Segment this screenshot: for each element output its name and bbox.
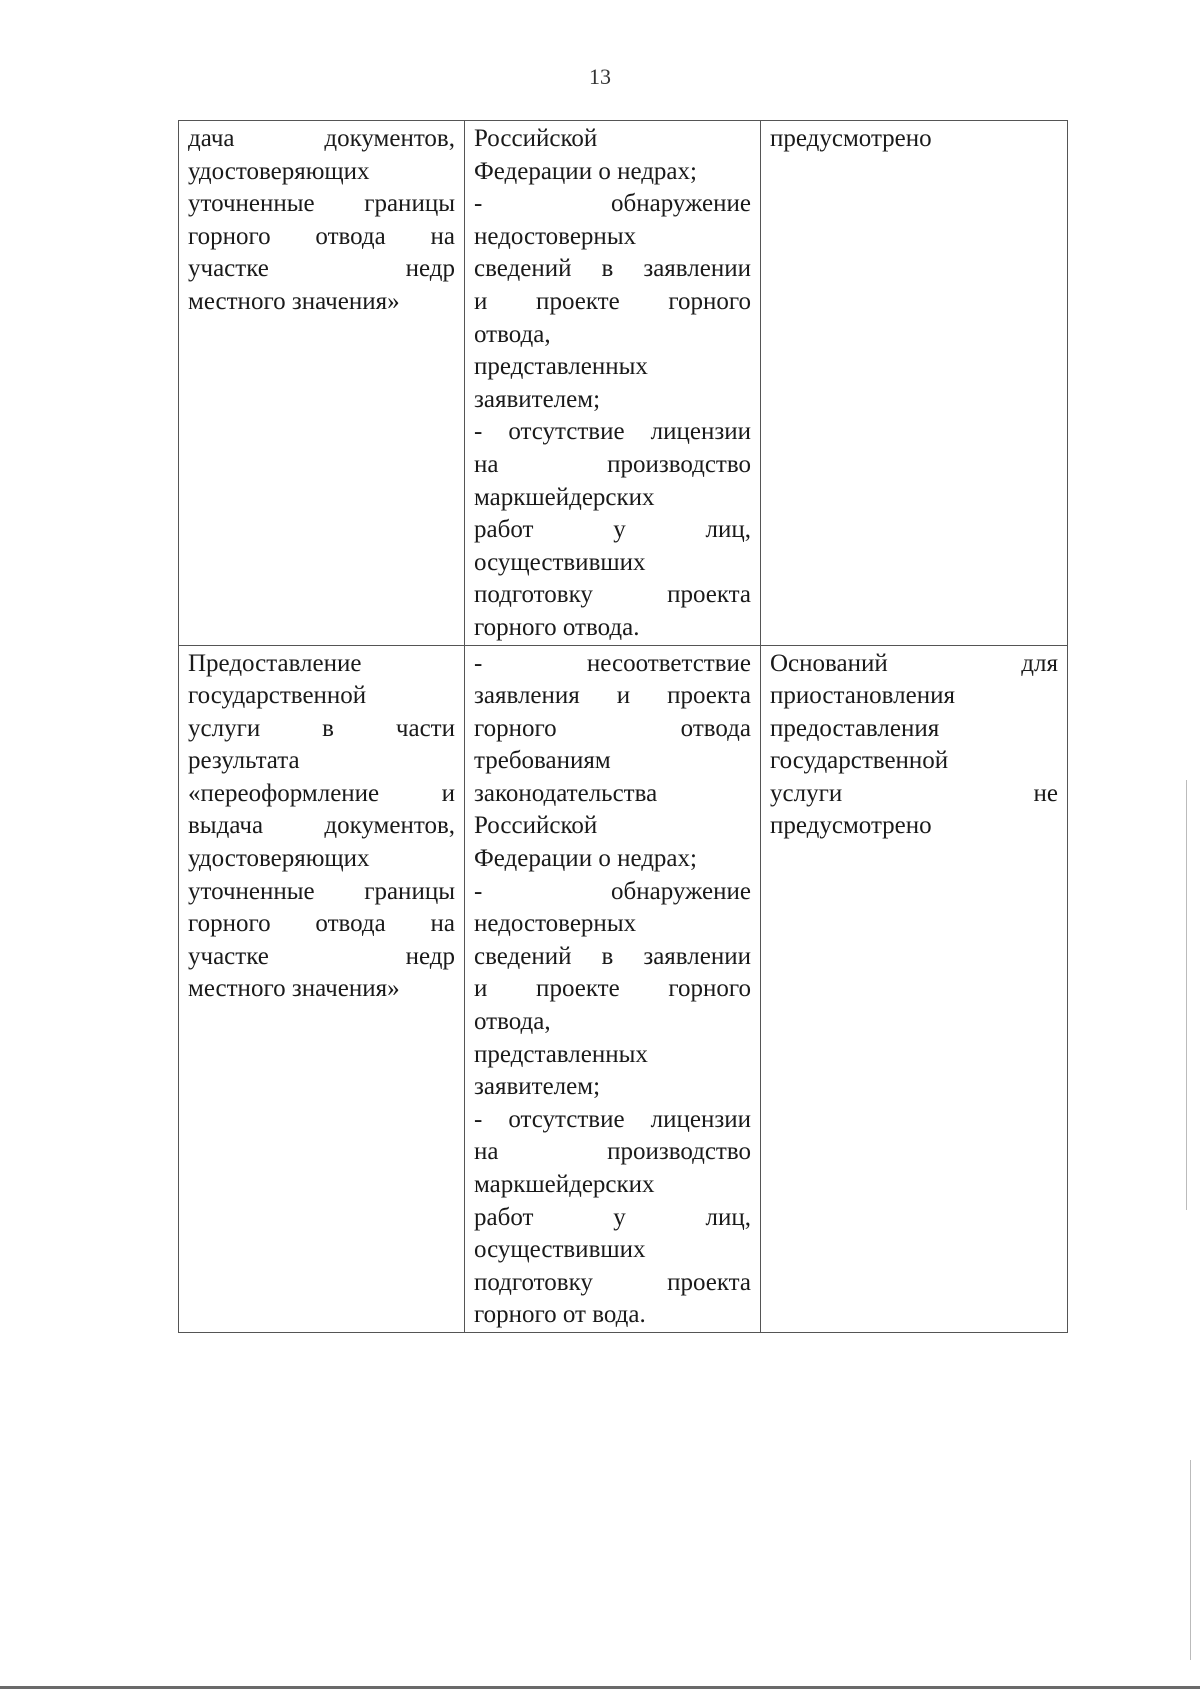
cell-text-line: представленных [474,1040,648,1068]
cell-text-line: осуществивших [474,1236,646,1264]
table-cell-col3 [761,121,1068,646]
cell-text-line: приостановления [770,682,955,710]
cell-text-line: горного отвода на [188,222,455,250]
cell-text-line: заявителем; [474,1073,601,1101]
table-row [179,645,1068,1332]
cell-text-line: - отсутствие лицензии [474,1105,751,1133]
cell-text-line: работ у лиц, [474,516,751,544]
cell-text-line: - отсутствие лицензии [474,418,751,446]
cell-text-line: и проекте горного [474,287,751,315]
cell-text-line: отвода, [474,1008,551,1036]
cell-text-line: услуги в части [188,714,455,742]
cell-text-line: - обнаружение [474,877,751,905]
cell-text-line: удостоверяющих [188,157,370,185]
cell-text-line: выдача документов, [188,812,455,840]
bottom-scan-rule [0,1686,1200,1689]
cell-text-line: горного отвода [474,714,751,742]
cell-text-line: отвода, [474,320,551,348]
cell-text-line: на производство [474,1138,751,1166]
cell-text-line: недостоверных [474,910,637,938]
cell-text-line: предусмотрено [770,812,932,840]
page-number: 13 [589,64,611,89]
cell-text-line: маркшейдерских [474,483,655,511]
cell-text-line: представленных [474,353,648,381]
cell-text-line: работ у лиц, [474,1203,751,1231]
table-cell-col1 [179,645,465,1332]
cell-text-line: законодательства [474,779,658,807]
scan-margin-mark [1186,780,1187,1210]
cell-text-line: горного отвода на [188,910,455,938]
cell-text-line: Российской [474,125,598,152]
cell-text-line: требованиям [474,747,611,775]
cell-text-line: «переоформление и [188,779,455,807]
cell-text-line: Оснований для [770,649,1058,677]
cell-text-line: подготовку проекта [474,581,751,609]
cell-text-line: Федерации о недрах; [474,157,697,185]
cell-text-line: уточненные границы [188,190,455,218]
cell-text-line: Федерации о недрах; [474,845,697,873]
table-cell-col3 [761,645,1068,1332]
cell-text-line: предусмотрено [770,125,932,152]
cell-text-line: дача документов, [188,125,455,152]
cell-text-line: горного отвода. [474,613,640,641]
cell-text-line: Российской [474,812,598,840]
cell-text-line: результата [188,747,300,775]
table-cell-col2 [465,121,761,646]
cell-text-line: государственной [770,747,949,775]
cell-text-line: маркшейдерских [474,1171,655,1198]
table-row [179,121,1068,646]
table-body [179,121,1068,1333]
cell-text-line: участке недр [188,255,455,283]
cell-text-line: и проекте горного [474,975,751,1003]
cell-text-line: осуществивших [474,548,646,576]
cell-text-line: Предоставление [188,649,362,677]
cell-text-line: удостоверяющих [188,845,370,873]
cell-text-line: недостоверных [474,222,637,250]
table-cell-col1 [179,121,465,646]
cell-text-line: участке недр [188,942,455,970]
cell-text-line: сведений в заявлении [474,255,751,283]
cell-text-line: местного значения» [188,287,400,315]
cell-text-line: подготовку проекта [474,1268,751,1296]
cell-text-line: государственной [188,682,367,710]
cell-text-line: на производство [474,450,751,478]
cell-text-line: заявления и проекта [474,682,751,710]
cell-text-line: уточненные границы [188,877,455,905]
cell-text-line: заявителем; [474,385,601,413]
cell-text-line: сведений в заявлении [474,942,751,970]
grounds-table [178,120,1068,1333]
scan-margin-mark [1190,1460,1191,1660]
cell-text-line: - несоответствие [474,649,751,677]
cell-text-line: предоставления [770,714,940,742]
cell-text-line: услуги не [770,779,1058,807]
cell-text-line: местного значения» [188,975,400,1003]
cell-text-line: - обнаружение [474,190,751,218]
table-cell-col2 [465,645,761,1332]
cell-text-line: горного от вода. [474,1301,646,1329]
